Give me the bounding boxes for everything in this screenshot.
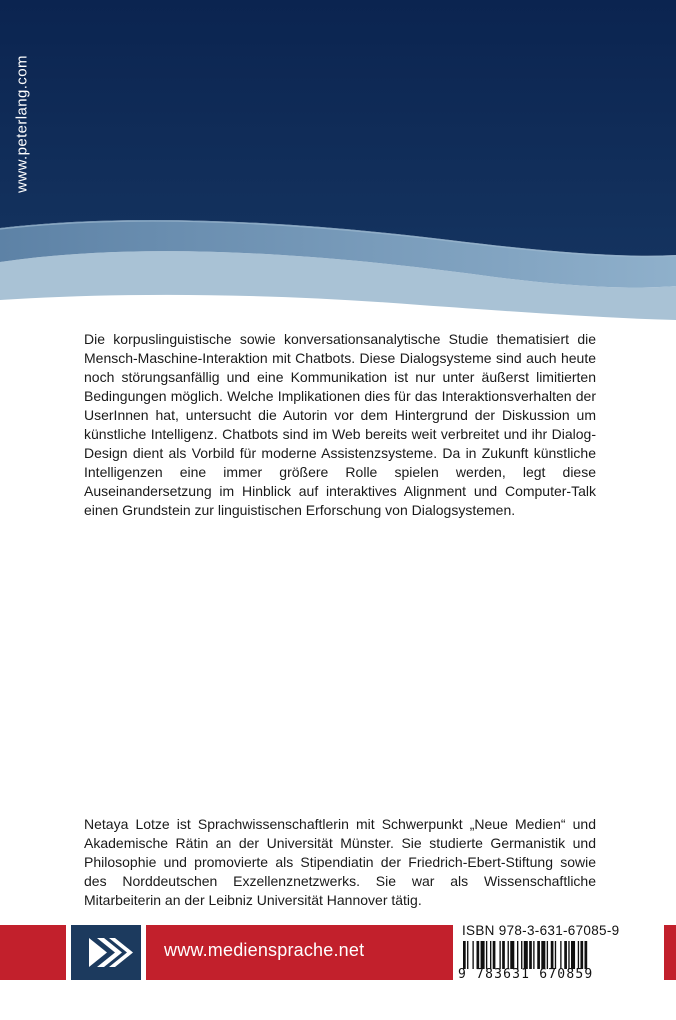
barcode-bar <box>502 941 505 969</box>
barcode-bar <box>499 941 500 969</box>
isbn-label: ISBN 978-3-631-67085-9 <box>462 923 620 938</box>
header-wave-banner <box>0 0 676 330</box>
barcode-bar <box>467 941 468 969</box>
barcode-bar <box>463 941 466 969</box>
barcode-bar <box>529 941 532 969</box>
barcode-bar <box>510 941 514 969</box>
barcode-bar <box>533 941 534 969</box>
barcode-bar <box>568 941 569 969</box>
barcode-bar <box>578 941 579 969</box>
barcode-bar <box>537 941 540 969</box>
footer-url-bar <box>146 925 453 980</box>
barcode-bar <box>571 941 575 969</box>
wave-graphic <box>0 0 676 330</box>
barcode-bar <box>547 941 548 969</box>
footer-bar <box>0 925 676 980</box>
barcode-bar <box>564 941 567 969</box>
barcode-bar <box>585 941 588 969</box>
barcode-bar <box>490 941 491 969</box>
barcode-bar <box>493 941 496 969</box>
author-bio: Netaya Lotze ist Sprachwissenschaftlerin mit Schwerpunkt „Neue Medien“ und Akademische Rätin an der Universität Münster. Sie studierte Germanistik und Philosophie und promovierte als Stipendiatin der Friedrich-Ebert-Stiftung sowie des Norddeutschen Exzellenznetzwerks. Sie war als Wissenschaftliche Mitarbeiterin an der Leibniz Universität Hannover tätig. <box>84 816 596 908</box>
barcode-bar <box>517 941 518 969</box>
double-chevron-icon <box>71 925 141 980</box>
mediensprache-url[interactable]: www.mediensprache.net <box>164 940 365 960</box>
barcode-bar <box>551 941 554 969</box>
isbn-block <box>458 923 676 983</box>
barcode-bar <box>524 941 528 969</box>
barcode-bar <box>560 941 561 969</box>
barcode-bar <box>580 941 583 969</box>
barcode-bar <box>521 941 522 969</box>
barcode-digits: 9 783631 670859 <box>458 967 594 982</box>
footer-red-right <box>664 925 676 980</box>
barcode-bar <box>472 941 473 969</box>
barcode-bar <box>481 941 485 969</box>
barcode-bar <box>555 941 556 969</box>
spine-url <box>8 44 36 204</box>
barcode-bar <box>508 941 509 969</box>
barcode-bar <box>486 941 487 969</box>
book-description: Die korpuslinguistische sowie konversationsanalytische Studie thematisiert die Mensch-Maschine-Interaktion mit Chatbots. Diese Dialogsysteme sind auch heute noch störungsanfällig und eine Kommunikation ist nur unter äußerst limitierten Bedingungen möglich. Welche Implikationen dies für das Interaktionsverhalten der UserInnen hat, untersucht die Autorin vor dem Hintergrund der Diskussion um künstliche Intelligenz. Chatbots sind im Web bereits weit verbreitet und ihr Dialog-Design dient als Vorbild für moderne Assistenzsysteme. Da in Zukunft künstliche Intelligenzen eine immer größere Rolle spielen werden, legt diese Auseinandersetzung im Hinblick auf interaktives Alignment und Computer-Talk einen Grundstein zur linguistischen Erforschung von Dialogsystemen. <box>84 331 596 518</box>
spine-url-text: www.peterlang.com <box>13 55 31 193</box>
publisher-logo <box>71 925 141 980</box>
barcode-bar <box>541 941 545 969</box>
barcode <box>462 941 668 969</box>
footer-red-left <box>0 925 66 980</box>
barcode-bar <box>477 941 480 969</box>
